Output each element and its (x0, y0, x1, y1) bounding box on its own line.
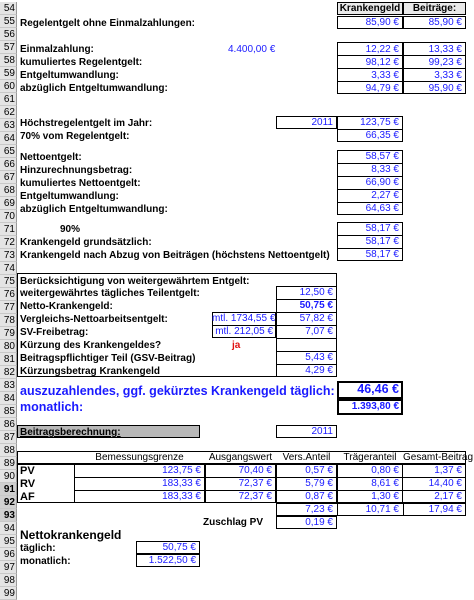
row-number[interactable]: 59 (0, 67, 17, 80)
row-number[interactable]: 57 (0, 41, 17, 54)
row-number[interactable]: 74 (0, 262, 17, 275)
value-kum-beitrag[interactable]: 99,23 € (428, 57, 462, 68)
label-einmalzahlung: Einmalzahlung: (20, 44, 94, 55)
pv-bemessung[interactable]: 123,75 € (162, 465, 201, 476)
rv-gesamt[interactable]: 14,40 € (428, 478, 462, 489)
value-hoechst[interactable]: 123,75 € (360, 117, 399, 128)
row-number[interactable]: 69 (0, 197, 17, 210)
value-eu-netto[interactable]: 2,27 € (371, 190, 399, 201)
row-number[interactable]: 62 (0, 106, 17, 119)
label-kum-regelentgelt: kumuliertes Regelentgelt: (20, 57, 143, 68)
row-number[interactable]: 78 (0, 314, 17, 327)
row-number[interactable]: 72 (0, 236, 17, 249)
row-number[interactable]: 73 (0, 249, 17, 262)
row-number[interactable]: 67 (0, 171, 17, 184)
row-label-af: AF (20, 491, 35, 503)
label-abzueglich-eu: abzüglich Entgeltumwandlung: (20, 83, 168, 94)
value-kg-nach-abzug[interactable]: 58,17 € (365, 249, 399, 260)
row-number[interactable]: 71 (0, 223, 17, 236)
label-kuerzungsbetrag: Kürzungsbetrag Krankengeld (20, 366, 161, 377)
row-number[interactable]: 88 (0, 444, 17, 457)
row-number[interactable]: 77 (0, 301, 17, 314)
row-number[interactable]: 75 (0, 275, 17, 288)
row-label-rv: RV (20, 478, 36, 490)
label-kum-netto: kumuliertes Nettoentgelt: (20, 178, 141, 189)
af-gesamt[interactable]: 2,17 € (434, 491, 462, 502)
sum-vers[interactable]: 7,23 € (305, 504, 333, 515)
row-number[interactable]: 82 (0, 366, 17, 379)
row-number[interactable]: 89 (0, 457, 17, 470)
value-netto-kg[interactable]: 50,75 € (299, 300, 333, 311)
row-number[interactable]: 60 (0, 80, 17, 93)
label-monatlich: monatlich: (20, 400, 84, 414)
value-kuerzungsbetrag[interactable]: 4,29 € (305, 365, 333, 376)
value-einmalzahlung-input[interactable]: 4.400,00 € (228, 44, 276, 55)
row-number[interactable]: 76 (0, 288, 17, 301)
label-netto-taeglich: täglich: (20, 543, 56, 554)
pv-traeger[interactable]: 0,80 € (371, 465, 399, 476)
label-hoechstregelentgelt: Höchstregelentgelt im Jahr: (20, 118, 153, 129)
label-beruecksichtigung: Berücksichtigung von weitergewährtem Entgelt: (20, 276, 250, 287)
label-entgeltumwandlung: Entgeltumwandlung: (20, 70, 119, 81)
col-vers-anteil: Vers.Anteil (282, 452, 331, 463)
row-number[interactable]: 99 (0, 587, 17, 600)
header-krankengeld: Krankengeld (337, 2, 403, 15)
label-kuerzung-frage: Kürzung des Krankengeldes? (20, 340, 162, 351)
value-kg-grundsaetzlich[interactable]: 58,17 € (365, 236, 399, 247)
label-kg-nach-abzug: Krankengeld nach Abzug von Beiträgen (höchstens Nettoentgelt) (20, 250, 330, 261)
value-vergleichs-netto[interactable]: 57,82 € (299, 313, 333, 324)
pv-vers[interactable]: 0,57 € (305, 465, 333, 476)
row-number[interactable]: 70 (0, 210, 17, 223)
value-vergleichs-mtl[interactable]: mtl. 1734,55 € (212, 313, 276, 324)
value-regelentgelt-beitrag[interactable]: 85,90 € (428, 17, 462, 28)
label-hinzurechnung: Hinzurechnungsbetrag: (20, 165, 133, 176)
value-eu-beitrag[interactable]: 3,33 € (434, 70, 462, 81)
label-abz-eu-netto: abzüglich Entgeltumwandlung: (20, 204, 168, 215)
row-number[interactable]: 93 (0, 509, 17, 522)
pv-gesamt[interactable]: 1,37 € (434, 465, 462, 476)
value-hinzurechnung[interactable]: 8,33 € (371, 164, 399, 175)
sum-traeger[interactable]: 10,71 € (365, 504, 399, 515)
value-regelentgelt-kg[interactable]: 85,90 € (365, 17, 399, 28)
row-number[interactable]: 79 (0, 327, 17, 340)
row-number[interactable]: 83 (0, 379, 17, 392)
label-eu-netto: Entgeltumwandlung: (20, 191, 119, 202)
value-90-prozent[interactable]: 58,17 € (365, 223, 399, 234)
row-number[interactable]: 68 (0, 184, 17, 197)
row-number[interactable]: 95 (0, 535, 17, 548)
value-abz-beitrag[interactable]: 95,90 € (428, 83, 462, 94)
af-traeger[interactable]: 1,30 € (371, 491, 399, 502)
value-kuerzung-ja[interactable]: ja (232, 340, 241, 351)
row-number[interactable]: 61 (0, 93, 17, 106)
value-year-63[interactable]: 2011 (311, 117, 333, 128)
row-number[interactable]: 80 (0, 340, 17, 353)
row-number[interactable]: 55 (0, 15, 17, 28)
label-sv-freibetrag: SV-Freibetrag: (20, 327, 89, 338)
row-number[interactable]: 66 (0, 158, 17, 171)
label-beitragsberechnung: Beitragsberechnung: (20, 427, 121, 438)
row-number[interactable]: 85 (0, 405, 17, 418)
value-nettoentgelt[interactable]: 58,57 € (365, 151, 399, 162)
row-number[interactable]: 54 (0, 2, 17, 15)
row-number[interactable]: 90 (0, 470, 17, 483)
label-zuschlag-pv: Zuschlag PV (203, 517, 264, 528)
value-abz-eu-netto[interactable]: 64,63 € (365, 203, 399, 214)
af-vers[interactable]: 0,87 € (305, 491, 333, 502)
row-number[interactable]: 96 (0, 548, 17, 561)
label-nettokrankengeld: Nettokrankengeld (20, 528, 122, 542)
col-bemessungsgrenze: Bemessungsgrenze (95, 452, 184, 463)
value-einmal-kg[interactable]: 12,22 € (365, 44, 399, 55)
row-number[interactable]: 98 (0, 574, 17, 587)
row-label-pv: PV (20, 465, 35, 477)
value-beitragspflichtig[interactable]: 5,43 € (305, 352, 333, 363)
row-number[interactable]: 65 (0, 145, 17, 158)
header-beitraege: Beiträge: (403, 2, 466, 15)
value-netto-taeglich[interactable]: 50,75 € (162, 542, 196, 553)
col-gesamt-beitrag: Gesamt-Beitrag (403, 452, 474, 463)
label-beitragspflichtig: Beitragspflichtiger Teil (GSV-Beitrag) (20, 353, 196, 364)
row-number[interactable]: 92 (0, 496, 17, 509)
row-number[interactable]: 58 (0, 54, 17, 67)
label-90-prozent: 90% (60, 224, 81, 235)
rv-traeger[interactable]: 8,61 € (371, 478, 399, 489)
af-ausgang[interactable]: 72,37 € (238, 491, 272, 502)
af-bemessung[interactable]: 183,33 € (162, 491, 201, 502)
value-year-88[interactable]: 2011 (311, 426, 333, 437)
label-regelentgelt: Regelentgelt ohne Einmalzahlungen: (20, 18, 196, 29)
row-number[interactable]: 81 (0, 353, 17, 366)
value-teilentgelt[interactable]: 12,50 € (299, 287, 333, 298)
label-netto-kg: Netto-Krankengeld: (20, 301, 113, 312)
col-ausgangswert: Ausgangswert (208, 452, 273, 463)
sum-gesamt[interactable]: 17,94 € (428, 504, 462, 515)
col-traegeranteil: Trägeranteil (343, 452, 397, 463)
rv-bemessung[interactable]: 183,33 € (162, 478, 201, 489)
value-netto-monatlich[interactable]: 1.522,50 € (148, 555, 196, 566)
label-vergleichs-netto: Vergleichs-Nettoarbeitsentgelt: (20, 314, 168, 325)
pv-ausgang[interactable]: 70,40 € (238, 465, 272, 476)
row-number[interactable]: 97 (0, 561, 17, 574)
value-kum-kg[interactable]: 98,12 € (365, 57, 399, 68)
row-number[interactable]: 86 (0, 418, 17, 431)
row-number[interactable]: 63 (0, 119, 17, 132)
label-70-prozent: 70% vom Regelentgelt: (20, 131, 130, 142)
value-eu-kg[interactable]: 3,33 € (371, 70, 399, 81)
value-70-prozent[interactable]: 66,35 € (365, 130, 399, 141)
label-nettoentgelt: Nettoentgelt: (20, 152, 82, 163)
value-sv-freibetrag[interactable]: 7,07 € (305, 326, 333, 337)
row-number[interactable]: 84 (0, 392, 17, 405)
row-number[interactable]: 94 (0, 522, 17, 535)
row-number[interactable]: 64 (0, 132, 17, 145)
rv-vers[interactable]: 5,79 € (305, 478, 333, 489)
rv-ausgang[interactable]: 72,37 € (238, 478, 272, 489)
row-number[interactable]: 91 (0, 483, 17, 496)
row-number[interactable]: 56 (0, 28, 17, 41)
value-einmal-beitrag[interactable]: 13,33 € (428, 44, 462, 55)
row-number[interactable]: 87 (0, 431, 17, 444)
value-abz-kg[interactable]: 94,79 € (365, 83, 399, 94)
label-kg-grundsaetzlich: Krankengeld grundsätzlich: (20, 237, 152, 248)
label-auszuzahlendes: auszuzahlendes, ggf. gekürztes Krankengeld täglich: (20, 384, 335, 398)
value-auszuzahlen-taeglich[interactable]: 46,46 € (357, 382, 399, 396)
label-netto-monatlich: monatlich: (20, 556, 71, 567)
label-teilentgelt: weitergewährtes tägliches Teilentgelt: (20, 288, 200, 299)
value-sv-mtl[interactable]: mtl. 212,05 € (215, 326, 273, 337)
value-kum-netto[interactable]: 66,90 € (365, 177, 399, 188)
value-zuschlag-pv[interactable]: 0,19 € (305, 517, 333, 528)
value-auszuzahlen-monatlich[interactable]: 1.393,80 € (351, 401, 399, 412)
